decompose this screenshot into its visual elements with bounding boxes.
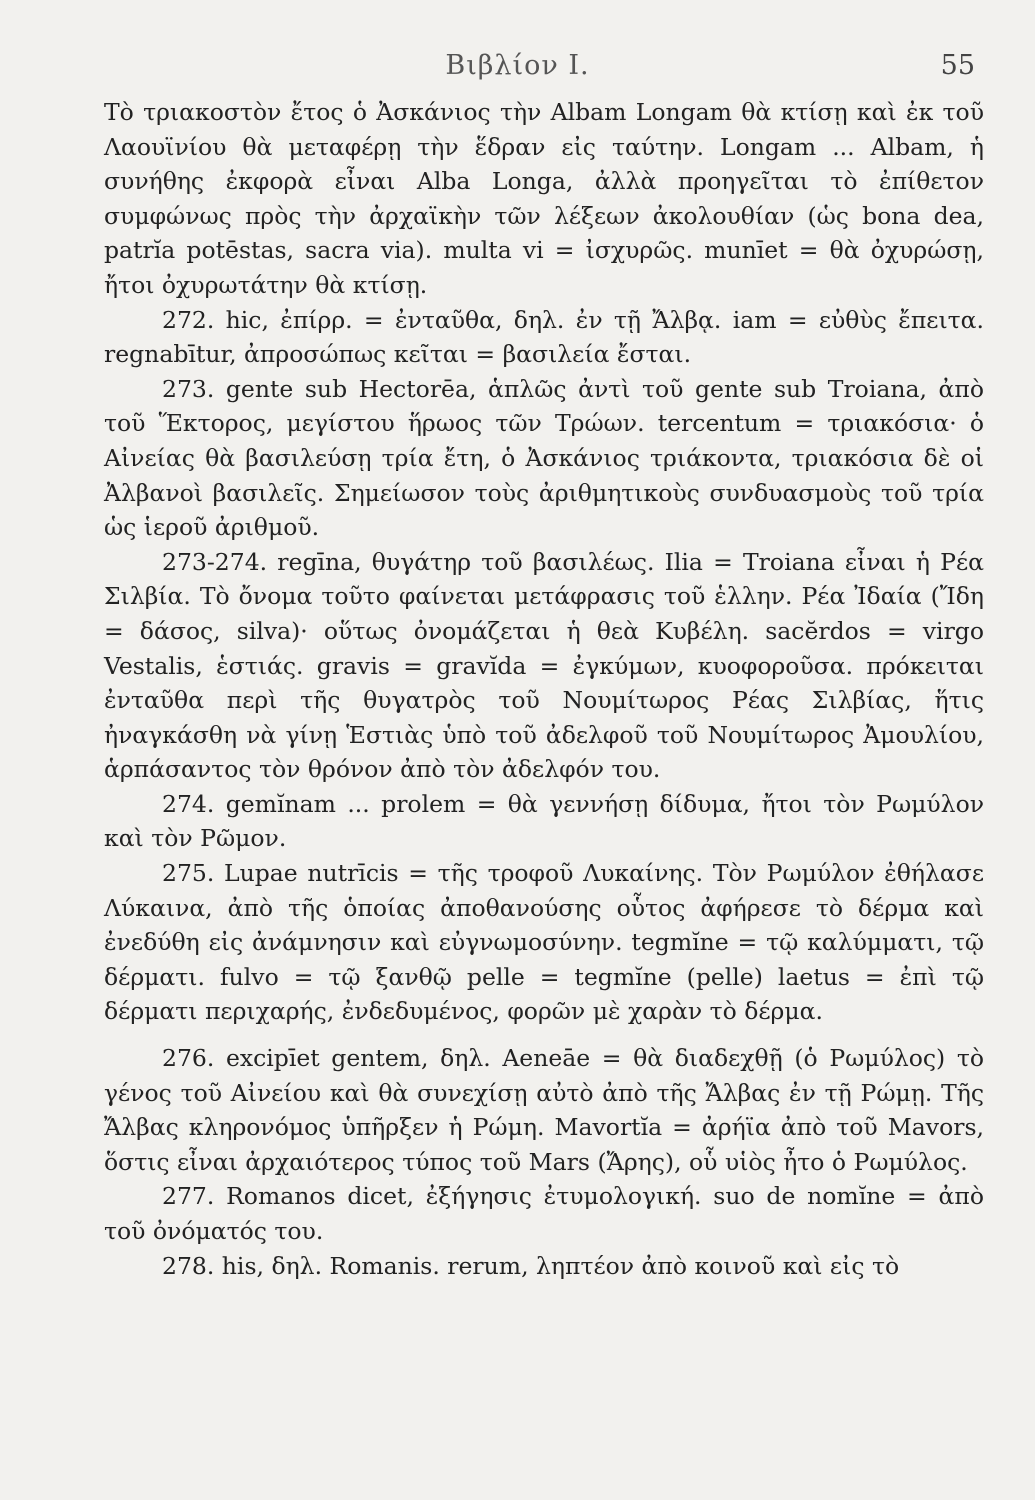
commentary-note: 276. excipīet gentem, δηλ. Aeneāe = θὰ διαδεχθῇ (ὁ Ρωμύλος) τὸ γένος τοῦ Αἰνείου καὶ θὰ συνεχίσῃ αὐτὸ ἀπὸ τῆς Ἄλβας ἐν τῇ Ρώμῃ. Τῆς Ἄλβας κληρονόμος ὑπῆρξεν ἡ Ρώμη. Mavortĭa = ἀρήϊα ἀπὸ τοῦ Mavors, ὅστις εἶναι ἀρχαιότερος τύπος τοῦ Mars (Ἄρης), οὗ υἱὸς ἦτο ὁ Ρωμύλος. xyxy=(104,1044,984,1176)
commentary-paragraph: Τὸ τριακοστὸν ἔτος ὁ Ἀσκάνιος τὴν Albam Longam θὰ κτίσῃ καὶ ἐκ τοῦ Λαουϊνίου θὰ μεταφέρῃ τὴν ἕδραν εἰς ταύτην. Longam ... Albam, ἡ συνήθης ἐκφορὰ εἶναι Alba Longa, ἀλλὰ προηγεῖται τὸ ἐπίθετον συμφώνως πρὸς τὴν ἀρχαϊκὴν τῶν λέξεων ἀκολουθίαν (ὡς bona dea, patrĭa potēstas, sacra via). multa vi = ἰσχυρῶς. munīet = θὰ ὀχυρώσῃ, ἤτοι ὀχυρωτάτην θὰ κτίσῃ. xyxy=(104,98,984,299)
commentary-note: 273. gente sub Hectorēa, ἁπλῶς ἀντὶ τοῦ gente sub Troiana, ἀπὸ τοῦ Ἕκτορος, μεγίστου ἥρωος τῶν Τρώων. tercentum = τριακόσια· ὁ Αἰνείας θὰ βασιλεύσῃ τρία ἔτη, ὁ Ἀσκάνιος τριάκοντα, τριακόσια δὲ οἱ Ἀλβανοὶ βασιλεῖς. Σημείωσον τοὺς ἀριθμητικοὺς συνδυασμοὺς τοῦ τρία ὡς ἱεροῦ ἀριθμοῦ. xyxy=(104,374,984,542)
commentary-note: 278. his, δηλ. Romanis. rerum, ληπτέον ἀπὸ κοινοῦ καὶ εἰς τὸ xyxy=(162,1251,900,1280)
commentary-note: 273-274. regīna, θυγάτηρ τοῦ βασιλέως. Ilia = Troiana εἶναι ἡ Ρέα Σιλβία. Τὸ ὄνομα τοῦτο φαίνεται μετάφρασις τοῦ ἑλλην. Ρέα Ἰδαία (Ἴδη = δάσος, silva)· οὕτως ὀνομάζεται ἡ θεὰ Κυβέλη. sacĕrdos = virgo Vestalis, ἑστιάς. gravis = gravĭda = ἐγκύμων, κυοφοροῦσα. πρόκειται ἐνταῦθα περὶ τῆς θυγατρὸς τοῦ Νουμίτωρος Ρέας Σιλβίας, ἥτις ἠναγκάσθη νὰ γίνῃ Ἑστιὰς ὑπὸ τοῦ ἀδελφοῦ τοῦ Νουμίτωρος Ἀμουλίου, ἁρπάσαντος τὸν θρόνον ἀπὸ τὸν ἀδελφόν του. xyxy=(104,547,984,784)
commentary-note: 275. Lupae nutrīcis = τῆς τροφοῦ Λυκαίνης. Τὸν Ρωμύλον ἐθήλασε Λύκαινα, ἀπὸ τῆς ὁποίας ἀποθανούσης οὗτος ἀφήρεσε τὸ δέρμα καὶ ἐνεδύθη εἰς ἀνάμνησιν καὶ εὐγνωμοσύνην. tegmĭne = τῷ καλύμματι, τῷ δέρματι. fulvo = τῷ ξανθῷ pelle = tegmĭne (pelle) laetus = ἐπὶ τῷ δέρματι περιχαρής, ἐνδεδυμένος, φορῶν μὲ χαρὰν τὸ δέρμα. xyxy=(104,859,984,1026)
commentary-body xyxy=(104,95,984,1283)
commentary-note: 277. Romanos dicet, ἐξήγησις ἐτυμολογική. suo de nomĭne = ἀπὸ τοῦ ὀνόματός του. xyxy=(104,1182,984,1245)
page-number: 55 xyxy=(940,50,975,81)
commentary-note: 272. hic, ἐπίρρ. = ἐνταῦθα, δηλ. ἐν τῇ Ἄλβᾳ. iam = εὐθὺς ἔπειτα. regnabītur, ἀπροσώπως κεῖται = βασιλεία ἔσται. xyxy=(104,305,984,369)
running-title: Βιβλίον Ι. xyxy=(445,50,590,81)
commentary-note: 274. gemĭnam ... prolem = θὰ γεννήσῃ δίδυμα, ἤτοι τὸν Ρωμύλον καὶ τὸν Ρῶμον. xyxy=(104,789,984,853)
